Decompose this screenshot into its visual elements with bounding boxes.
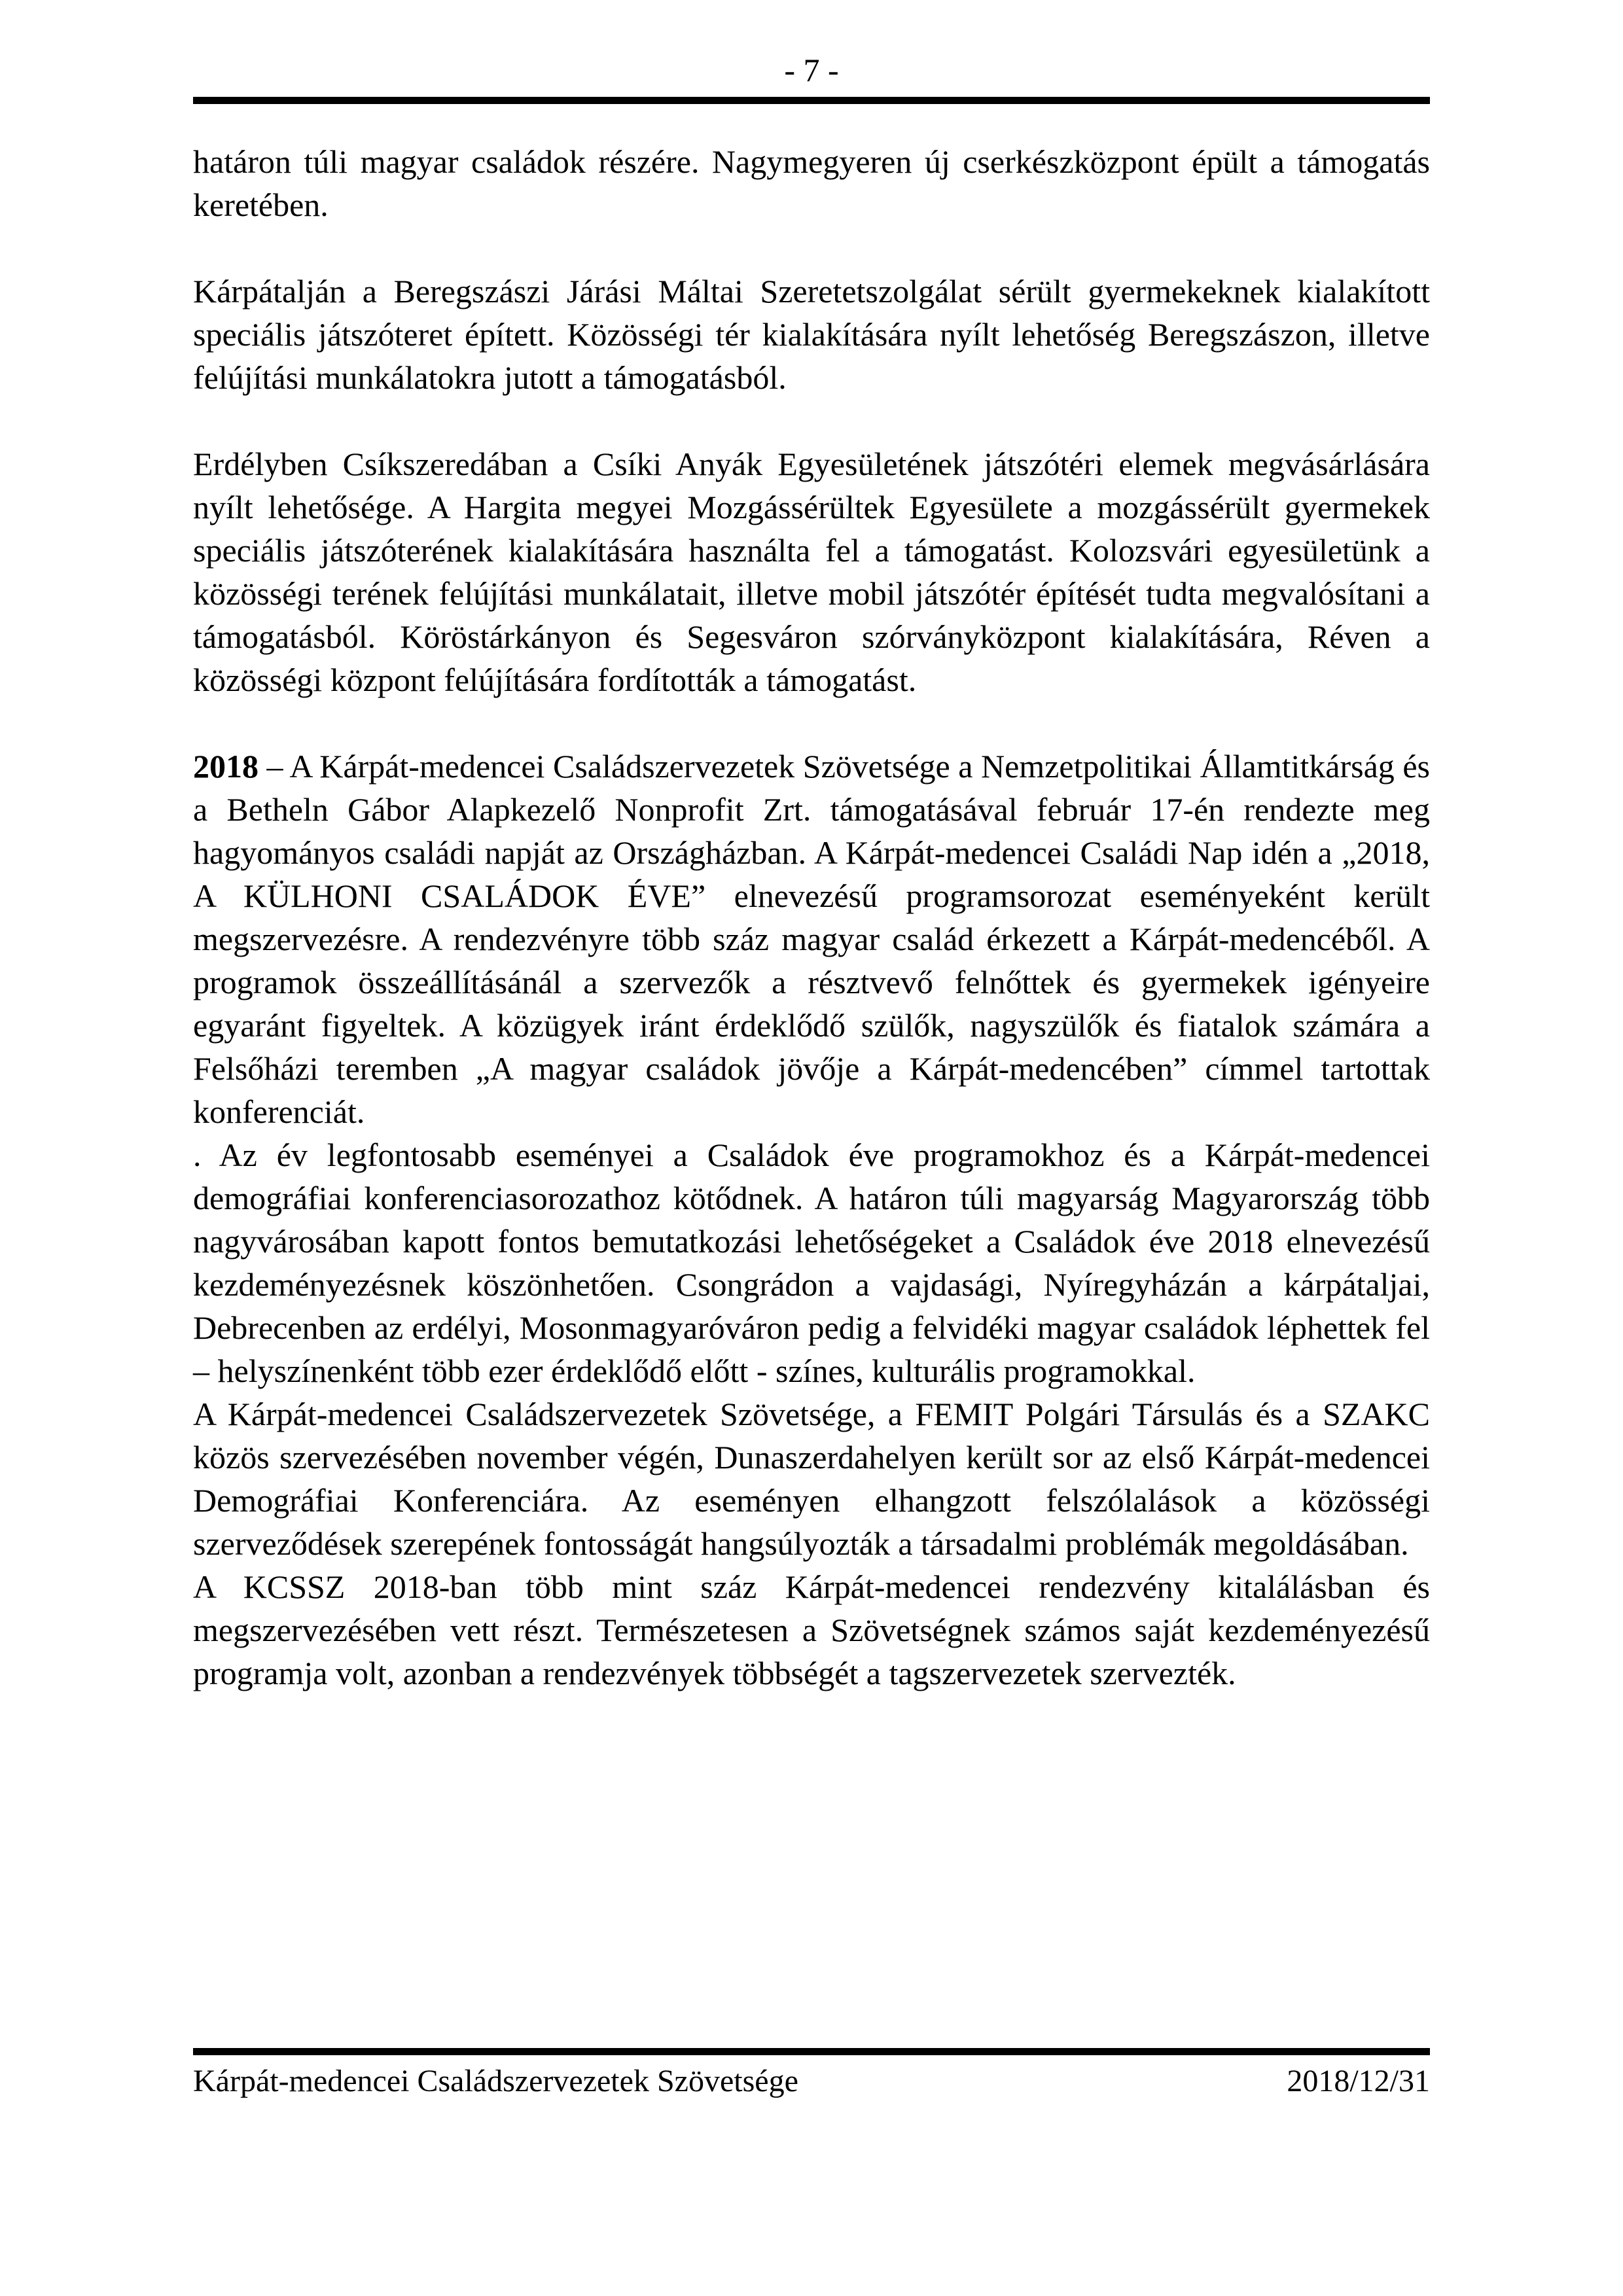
paragraph-ev-esemenyei: . Az év legfontosabb eseményei a Családok éve programokhoz és a Kárpát-medencei demográfiai konferenciasorozathoz kötődnek. A határon túli magyarság Magyarország több nagyvárosában kapott fontos bemutatkozási lehetőségeket a Családok éve 2018 elnevezésű kezdeményezésnek köszönhetően. Csongrádon a vajdasági, Nyíregyházán a kárpátaljai, Debrecenben az erdélyi, Mosonmagyaróváron pedig a felvidéki magyar családok léphettek fel – helyszínenként több ezer érdeklődő előtt - színes, kulturális programokkal. [193,1137,1430,1389]
paragraph-demografiai-konferencia: A Kárpát-medencei Családszervezetek Szövetsége, a FEMIT Polgári Társulás és a SZAKC közös szervezésében november végén, Dunaszerdahelyen került sor az első Kárpát-medencei Demográfiai Konferenciára. Az eseményen elhangzott felszólalások a közösségi szerveződések szerepének fontosságát hangsúlyozták a társadalmi problémák megoldásában. [193,1396,1430,1562]
header-divider [193,97,1430,104]
paragraph-kcssz: A KCSSZ 2018-ban több mint száz Kárpát-medencei rendezvény kitalálásban és megszervezésében vett részt. Természetesen a Szövetségnek számos saját kezdeményezésű programja volt, azonban a rendezvények többségét a tagszervezetek szervezték. [193,1568,1430,1691]
body-text [193,140,1430,1695]
paragraph-2018 [193,745,1430,1133]
footer-date: 2018/12/31 [1287,2064,1430,2098]
year-bold-lead: 2018 [193,748,259,785]
page-footer [193,2062,1430,2100]
footer-organization: Kárpát-medencei Családszervezetek Szövetsége [193,2064,798,2098]
page-number: - 7 - [784,52,839,88]
paragraph-erdely: Erdélyben Csíkszeredában a Csíki Anyák Egyesületének játszótéri elemek megvásárlására nyílt lehetősége. A Hargita megyei Mozgássérültek Egyesülete a mozgássérült gyermekek speciális játszóterének kialakítására használta fel a támogatást. Kolozsvári egyesületünk a közösségi terének felújítási munkálatait, illetve mobil játszótér építését tudta megvalósítani a támogatásból. Köröstárkányon és Segesváron szórványközpont kialakítására, Réven a közösségi központ felújítására fordították a támogatást. [193,446,1430,698]
paragraph-continuation: határon túli magyar családok részére. Nagymegyeren új cserkészközpont épült a támogatás keretében. [193,143,1430,223]
footer-divider [193,2048,1430,2055]
paragraph-2018-text: – A Kárpát-medencei Családszervezetek Szövetsége a Nemzetpolitikai Államtitkárság és a Betheln Gábor Alapkezelő Nonprofit Zrt. támogatásával február 17-én rendezte meg hagyományos családi napját az Országházban. A Kárpát-medencei Családi Nap idén a „2018, A KÜLHONI CSALÁDOK ÉVE” elnevezésű programsorozat eseményeként került megszervezésre. A rendezvényre több száz magyar család érkezett a Kárpát-medencéből. A programok összeállításánál a szervezők a résztvevő felnőttek és gyermekek igényeire egyaránt figyeltek. A közügyek iránt érdeklődő szülők, nagyszülők és fiatalok számára a Felsőházi teremben „A magyar családok jövője a Kárpát-medencében” címmel tartottak konferenciát. [193,748,1430,1130]
paragraph-karpatalja: Kárpátalján a Beregszászi Járási Máltai Szeretetszolgálat sérült gyermekeknek kialakított speciális játszóteret épített. Közösségi tér kialakítására nyílt lehetőség Beregszászon, illetve felújítási munkálatokra jutott a támogatásból. [193,273,1430,396]
